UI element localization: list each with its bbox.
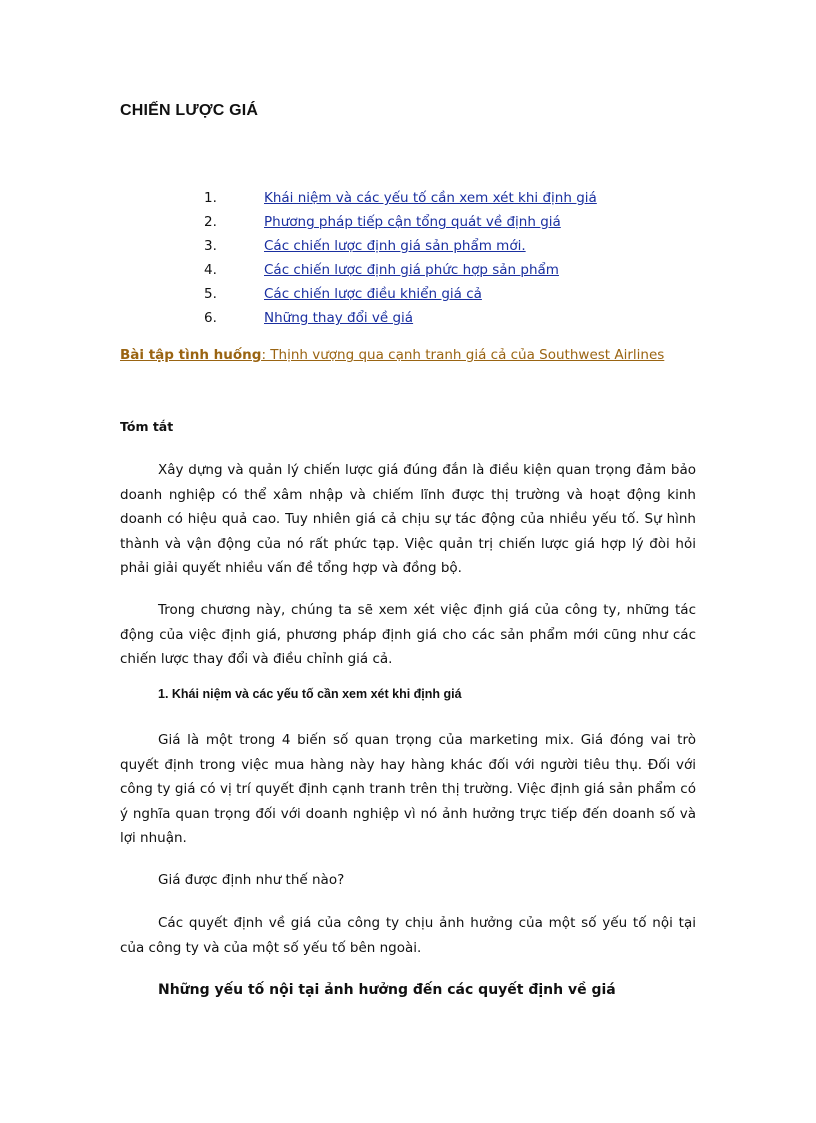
summary-label: Tóm tắt <box>120 419 174 434</box>
table-of-contents <box>204 186 597 330</box>
toc-number: 6. <box>204 310 217 326</box>
toc-link-3[interactable]: Các chiến lược định giá sản phẩm mới. <box>264 238 526 254</box>
subsection-heading: Những yếu tố nội tại ảnh hưởng đến các quyết định về giá <box>158 982 616 998</box>
body-paragraph-1: Giá là một trong 4 biến số quan trọng của marketing mix. Giá đóng vai trò quyết định trong việc mua hàng này hay hàng khác đối với người tiêu thụ. Đối với công ty giá có vị trí quyết định cạnh tranh trên thị trường. Việc định giá sản phẩm có ý nghĩa quan trọng đối với doanh nghiệp vì nó ảnh hưởng trực tiếp đến doanh số và lợi nhuận. <box>120 732 696 846</box>
body-paragraph-3: Các quyết định về giá của công ty chịu ảnh hưởng của một số yếu tố nội tại của công ty và của một số yếu tố bên ngoài. <box>120 915 696 956</box>
body-paragraph-2: Giá được định như thế nào? <box>158 872 345 888</box>
summary-paragraph-2: Trong chương này, chúng ta sẽ xem xét việc định giá của công ty, những tác động của việc định giá, phương pháp định giá cho các sản phẩm mới cũng như các chiến lược thay đổi và điều chỉnh giá cả. <box>120 602 696 667</box>
toc-number: 1. <box>204 190 217 206</box>
toc-link-4[interactable]: Các chiến lược định giá phức hợp sản phẩm <box>264 262 559 278</box>
case-study-label: Bài tập tình huống <box>120 347 262 363</box>
toc-item <box>204 282 597 306</box>
toc-item <box>204 306 597 330</box>
toc-link-6[interactable]: Những thay đổi về giá <box>264 310 414 326</box>
toc-number: 2. <box>204 214 217 230</box>
toc-link-5[interactable]: Các chiến lược điều khiển giá cả <box>264 286 482 302</box>
summary-paragraph-1: Xây dựng và quản lý chiến lược giá đúng đắn là điều kiện quan trọng đảm bảo doanh nghiệp có thể xâm nhập và chiếm lĩnh được thị trường và hoạt động kinh doanh có hiệu quả cao. Tuy nhiên giá cả chịu sự tác động của nhiều yếu tố. Sự hình thành và vận động của nó rất phức tạp. Việc quản trị chiến lược giá hợp lý đòi hỏi phải giải quyết nhiều vấn đề tổng hợp và đồng bộ. <box>120 462 696 576</box>
toc-item <box>204 258 597 282</box>
document-title: CHIẾN LƯỢC GIÁ <box>120 102 259 119</box>
section-heading: 1. Khái niệm và các yếu tố cần xem xét khi định giá <box>158 687 462 701</box>
case-study-link[interactable] <box>120 347 664 363</box>
case-study-text: : Thịnh vượng qua cạnh tranh giá cả của Southwest Airlines <box>261 347 665 363</box>
toc-link-2[interactable]: Phương pháp tiếp cận tổng quát về định giá <box>264 214 561 230</box>
toc-item <box>204 210 597 234</box>
toc-item <box>204 186 597 210</box>
toc-number: 3. <box>204 238 217 254</box>
toc-item <box>204 234 597 258</box>
toc-number: 4. <box>204 262 217 278</box>
case-study-line <box>120 344 664 366</box>
toc-number: 5. <box>204 286 217 302</box>
toc-link-1[interactable]: Khái niệm và các yếu tố cần xem xét khi định giá <box>264 190 597 206</box>
